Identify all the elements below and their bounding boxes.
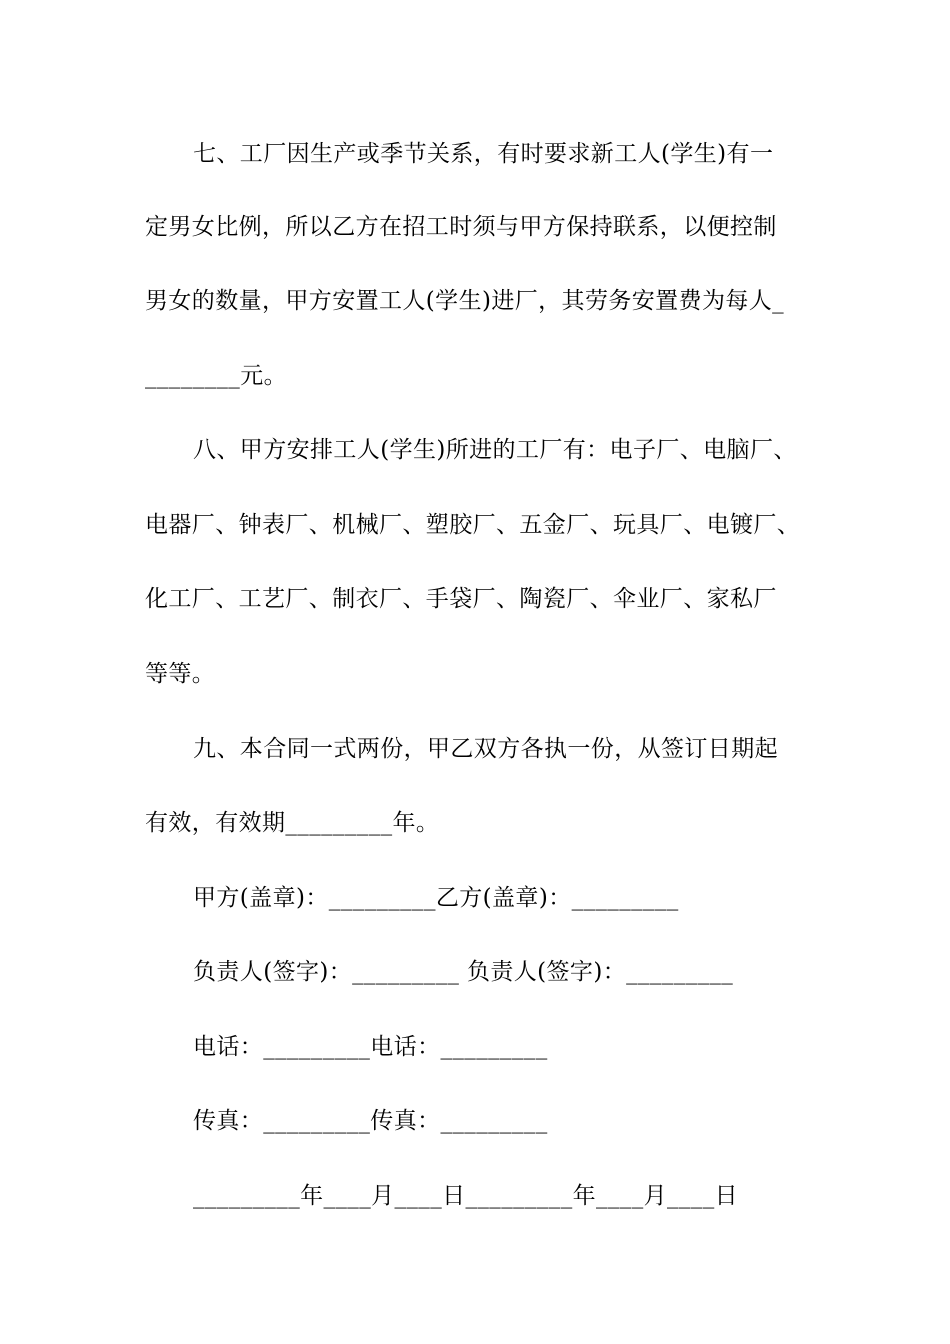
clause-7-line-2: 定男女比例，所以乙方在招工时须与甲方保持联系，以便控制 [145,214,777,240]
clause-7-line-1: 七、工厂因生产或季节关系，有时要求新工人(学生)有一 [193,141,774,167]
clause-9-line-1: 九、本合同一式两份，甲乙双方各执一份，从签订日期起 [193,736,778,762]
clause-8-line-4: 等等。 [145,661,216,687]
clause-8-line-3: 化工厂、工艺厂、制衣厂、手袋厂、陶瓷厂、伞业厂、家私厂 [145,586,777,612]
signature-phone-line: 电话：_________电话：_________ [193,1034,548,1060]
clause-7-line-4: ________元。 [145,363,287,389]
clause-8-line-2: 电器厂、钟表厂、机械厂、塑胶厂、五金厂、玩具厂、电镀厂、 [145,512,801,538]
signature-person-line: 负责人(签字)：_________ 负责人(签字)：_________ [193,959,734,985]
signature-seal-line: 甲方(盖章)：_________乙方(盖章)：_________ [193,885,679,911]
clause-8-line-1: 八、甲方安排工人(学生)所进的工厂有：电子厂、电脑厂、 [193,437,797,463]
signature-date-line: _________年____月____日_________年____月____日 [193,1183,738,1209]
clause-7-line-3: 男女的数量，甲方安置工人(学生)进厂，其劳务安置费为每人_ [145,288,785,314]
clause-9-line-2: 有效，有效期_________年。 [145,810,440,836]
signature-fax-line: 传真：_________传真：_________ [193,1108,548,1134]
